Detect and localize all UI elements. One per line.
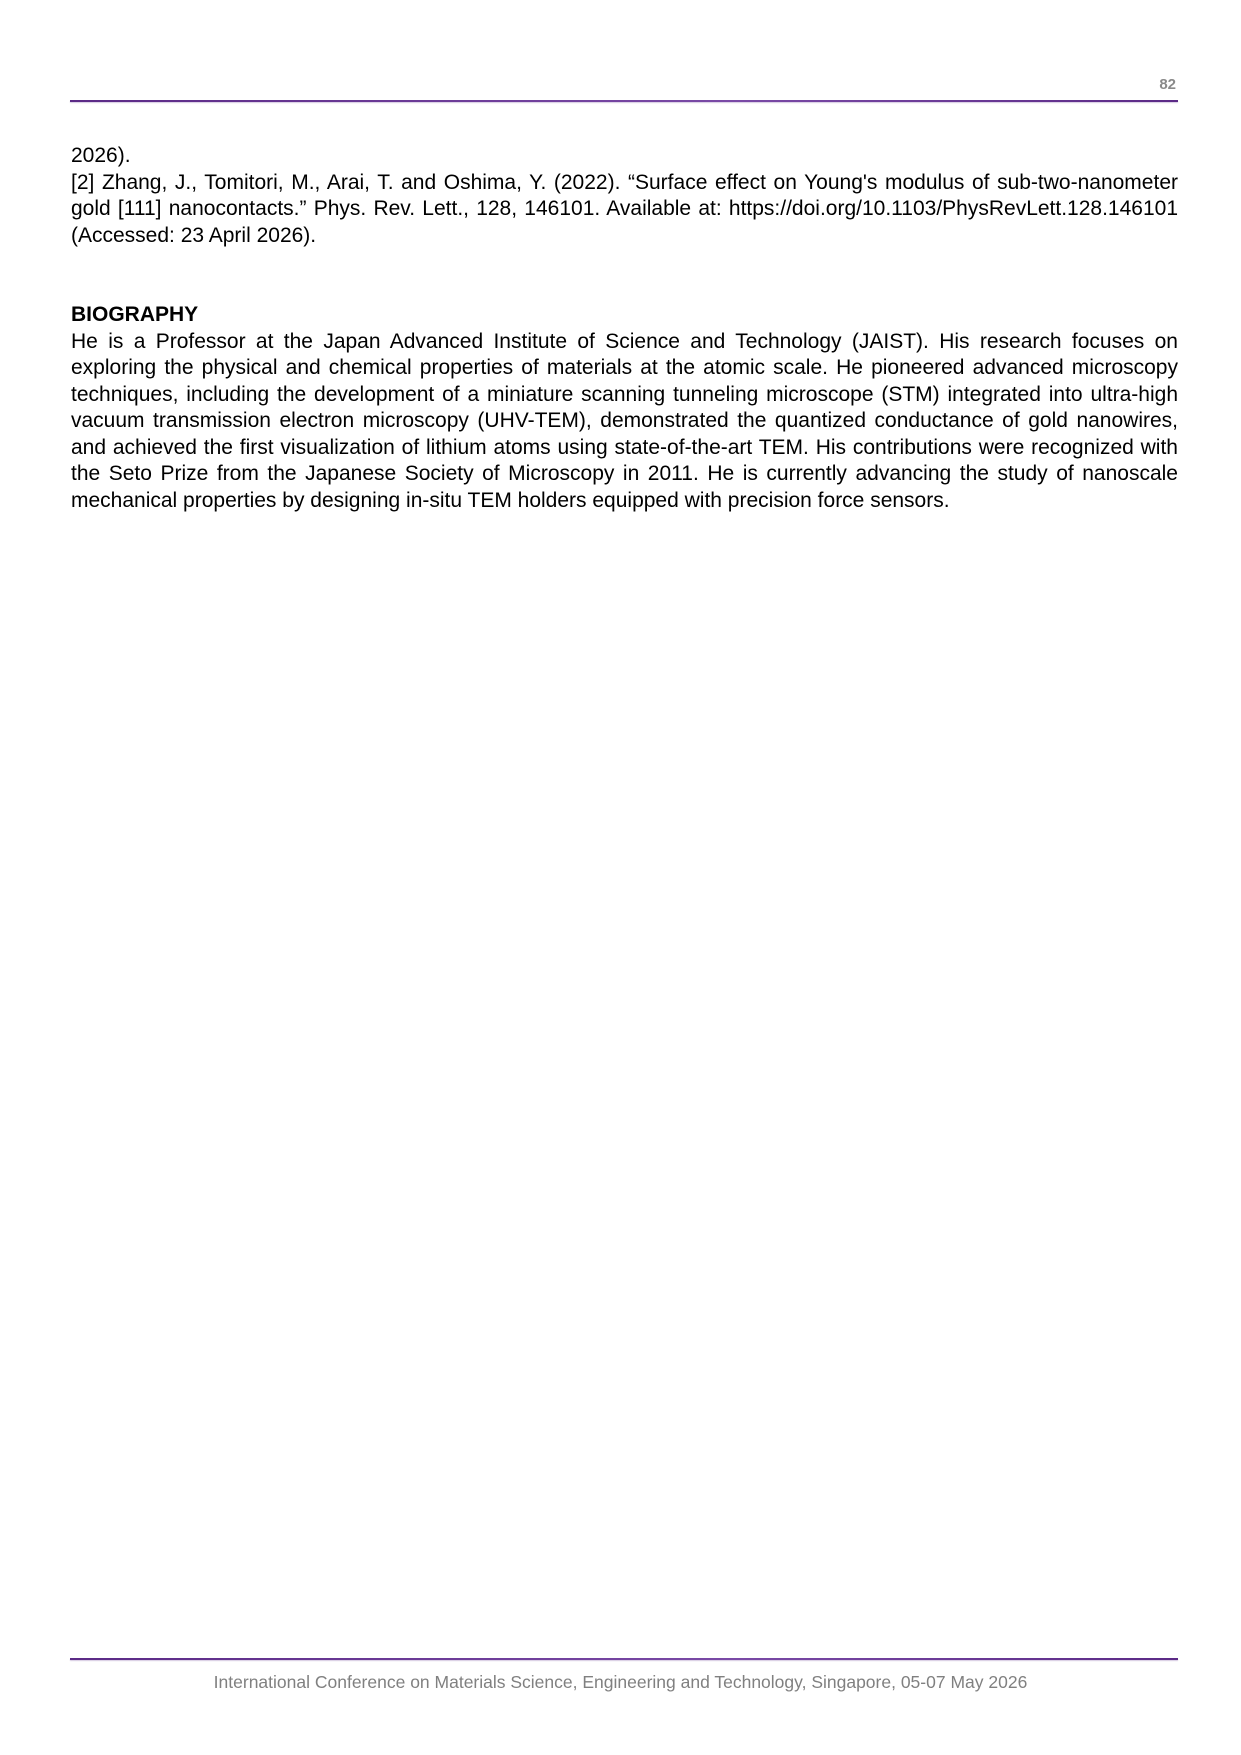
footer-divider [70,1658,1178,1660]
reference-entry: [2] Zhang, J., Tomitori, M., Arai, T. and Oshima, Y. (2022). “Surface effect on Young's modulus of sub-two-nanometer gold [111] nanocontacts.” Phys. Rev. Lett., 128, 146101. Available at: https://doi.org/10.1103/PhysRevLett.128.146101 (Accessed: 23 April 2026). [71,170,1178,247]
reference-continuation: 2026). [71,144,131,167]
header-divider [70,100,1178,102]
page-number: 82 [1159,76,1176,93]
page-content [71,143,1178,514]
biography-heading: BIOGRAPHY [71,303,199,326]
biography-text: He is a Professor at the Japan Advanced Institute of Science and Technology (JAIST). His research focuses on exploring the physical and chemical properties of materials at the atomic scale. He pioneered advanced microscopy techniques, including the development of a miniature scanning tunneling microscope (STM) integrated into ultra-high vacuum transmission electron microscopy (UHV-TEM), demonstrated the quantized conductance of gold nanowires, and achieved the first visualization of lithium atoms using state-of-the-art TEM. His contributions were recognized with the Seto Prize from the Japanese Society of Microscopy in 2011. He is currently advancing the study of nanoscale mechanical properties by designing in-situ TEM holders equipped with precision force sensors. [71,329,1178,512]
footer-conference-info: International Conference on Materials Science, Engineering and Technology, Singapore, 05-07 May 2026 [213,1672,1028,1692]
